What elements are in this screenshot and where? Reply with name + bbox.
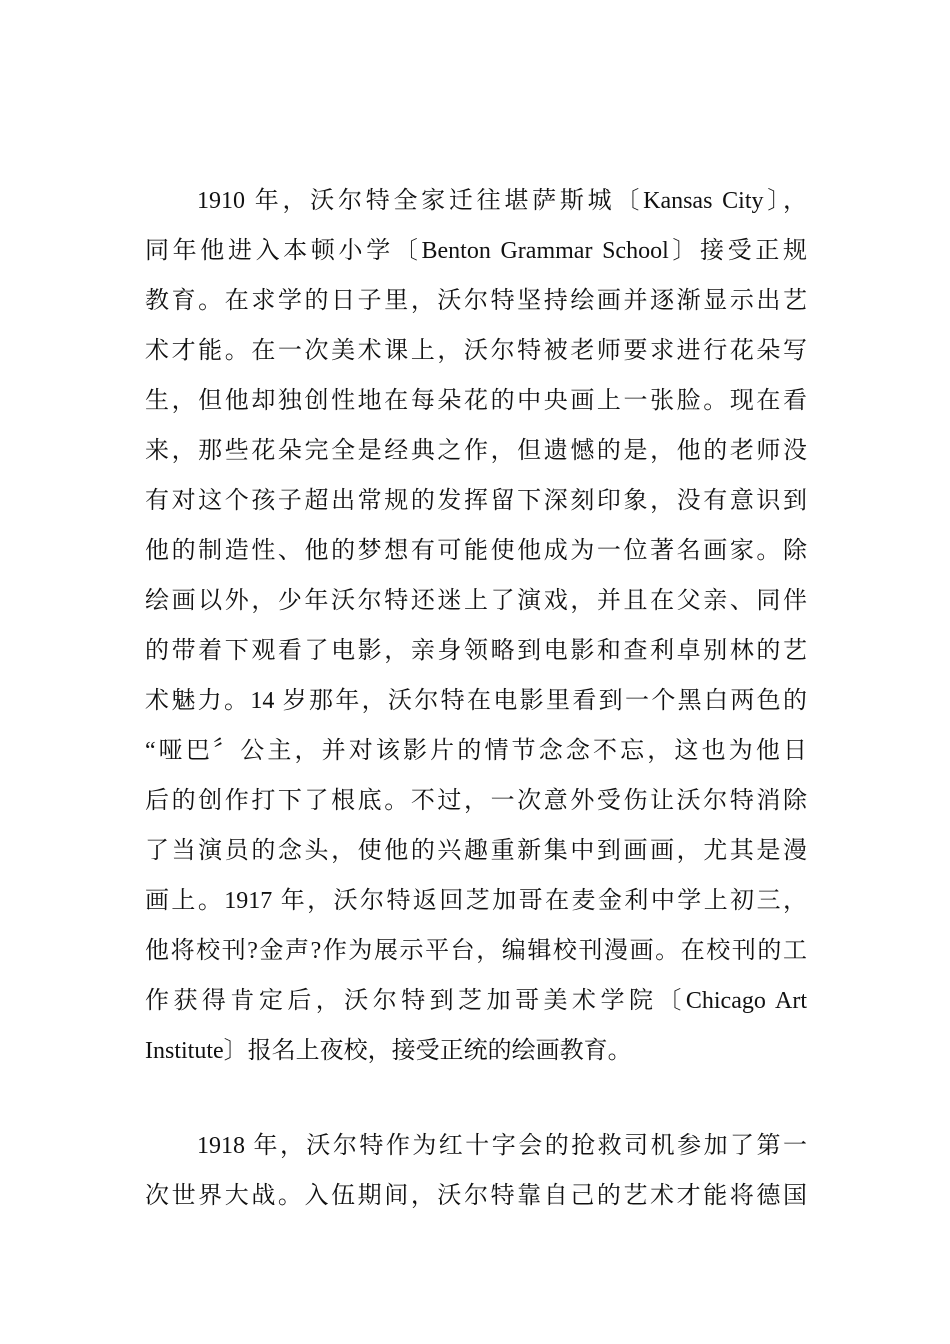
paragraph-line: 教育。在求学的日子里，沃尔特坚持绘画并逐渐显示出艺 [145,288,807,314]
paragraph-line: 1918 年，沃尔特作为红十字会的抢救司机参加了第一 [197,1133,807,1159]
paragraph-line: 画上。1917 年，沃尔特返回芝加哥在麦金利中学上初三， [145,888,807,914]
paragraph-line: 他的制造性、他的梦想有可能使他成为一位著名画家。除 [145,538,807,564]
paragraph-line: 生，但他却独创性地在每朵花的中央画上一张脸。现在看 [145,388,807,414]
paragraph-line: 1910 年，沃尔特全家迁往堪萨斯城〔Kansas City〕， [197,188,807,214]
paragraph-line: 有对这个孩子超出常规的发挥留下深刻印象，没有意识到 [145,488,807,514]
paragraph-line: Institute〕报名上夜校，接受正统的绘画教育。 [145,1038,632,1064]
paragraph-line: 作获得肯定后，沃尔特到芝加哥美术学院〔Chicago Art [145,988,807,1014]
paragraph-2 [145,1121,807,1221]
paragraph-line: 术魅力。14 岁那年，沃尔特在电影里看到一个黑白两色的 [145,688,807,714]
paragraph-line: 次世界大战。入伍期间，沃尔特靠自己的艺术才能将德国 [145,1183,807,1209]
paragraph-line: 后的创作打下了根底。不过，一次意外受伤让沃尔特消除 [145,788,807,814]
paragraph-line: 他将校刊?金声?作为展示平台，编辑校刊漫画。在校刊的工 [145,938,807,964]
paragraph-line: 绘画以外，少年沃尔特还迷上了演戏，并且在父亲、同伴 [145,588,807,614]
paragraph-line: “哑巴〞公主，并对该影片的情节念念不忘，这也为他日 [145,738,807,764]
paragraph-line: 术才能。在一次美术课上，沃尔特被老师要求进行花朵写 [145,338,807,364]
paragraph-line: 同年他进入本顿小学〔Benton Grammar School〕接受正规 [145,238,807,264]
paragraph-line: 了当演员的念头，使他的兴趣重新集中到画画，尤其是漫 [145,838,807,864]
paragraph-line: 来，那些花朵完全是经典之作，但遗憾的是，他的老师没 [145,438,807,464]
paragraph-1 [145,176,807,1076]
paragraph-line: 的带着下观看了电影，亲身领略到电影和查利卓别林的艺 [145,638,807,664]
